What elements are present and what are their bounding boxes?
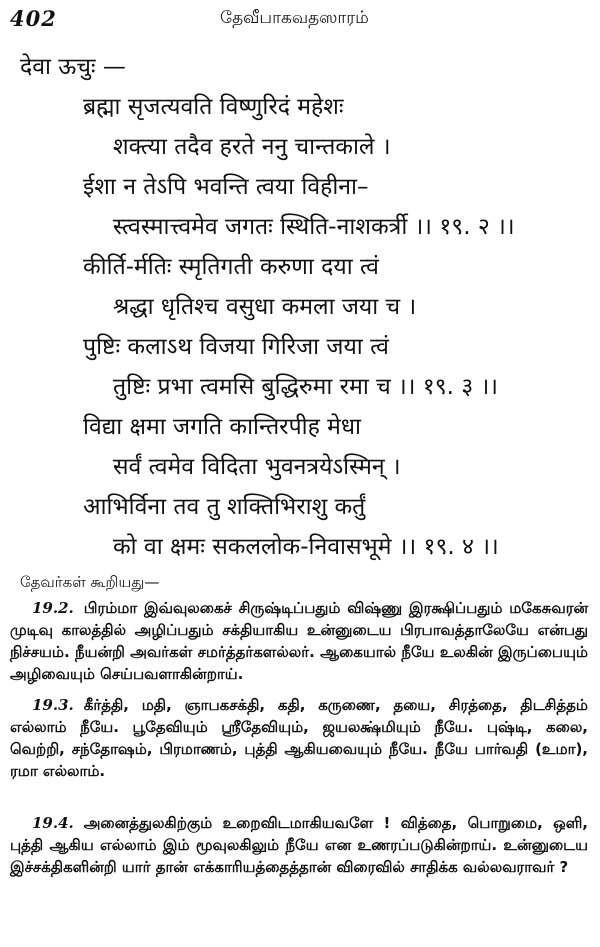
running-title: தேவீபாகவதஸாரம்: [220, 8, 369, 28]
page-header: [0, 0, 600, 40]
verse-line: श्रद्धा धृतिश्च वसुधा कमला जया च ।: [113, 294, 417, 320]
page-number: 402: [10, 6, 57, 31]
translation-heading: தேவர்கள் கூறியது—: [20, 573, 160, 591]
translation-paragraph: [10, 812, 588, 878]
verse-line: पुष्टिः कलाऽथ विजया गिरिजा जया त्वं: [83, 334, 389, 360]
verse-line: सर्वं त्वमेव विदिता भुवनत्रयेऽस्मिन् ।: [113, 454, 401, 480]
verse-line: ईशा न तेऽपि भवन्ति त्वया विहीना–: [83, 174, 369, 200]
verse-line: शक्त्या तदैव हरते ननु चान्तकाले ।: [113, 134, 391, 160]
verse-number: 19.3.: [32, 696, 74, 714]
verse-line: स्त्वस्मात्त्वमेव जगतः स्थिति-नाशकर्त्री ।। १९. २ ।।: [113, 214, 515, 240]
verse-line: विद्या क्षमा जगति कान्तिरपीह मेधा: [83, 414, 361, 440]
verse-line: को वा क्षमः सकललोक-निवासभूमे ।। १९. ४ ।।: [113, 534, 499, 560]
translation-paragraph: [10, 597, 588, 685]
verse-number: 19.4.: [32, 814, 74, 832]
verse-line: ब्रह्मा सृजत्यवति विष्णुरिदं महेशः: [83, 94, 344, 120]
verse-speaker: देवा ऊचुः —: [20, 54, 126, 80]
paragraph-text: கீர்த்தி, மதி, ஞாபகசக்தி, கதி, கருணை, தயை, சிரத்தை, திடசித்தம் எல்லாம் நீயே. பூதேவியும் ஸ்ரீதேவியும், ஜயலக்ஷ்மியும் நீயே. புஷ்டி, கலை, வெற்றி, சந்தோஷம், பிரமாணம், புத்தி ஆகியவையும் நீயே. நீயே பார்வதி (உமா), ரமா எல்லாம்.: [10, 696, 588, 780]
paragraph-text: அனைத்துலகிற்கும் உறைவிடமாகியவளே ! வித்தை, பொறுமை, ஒளி, புத்தி ஆகிய எல்லாம் இம் மூவுலகிலும் நீயே என உணரப்படுகின்றாய். உன்னுடைய இச்சக்திகளின்றி யார் தான் எக்காரியத்தைத்தான் விரைவில் சாதிக்க வல்லவராவர் ?: [10, 814, 588, 876]
paragraph-text: பிரம்மா இவ்வுலகைச் சிருஷ்டிப்பதும் விஷ்ணு இரக்ஷிப்பதும் மகேசுவரன் முடிவு காலத்தில் அழிப்பதும் சக்தியாகிய உன்னுடைய பிரபாவத்தாலேயே என்பது நிச்சயம். நீயன்றி அவர்கள் சமர்த்தர்களல்லர். ஆகையால் நீயே உலகின் இருப்பையும் அழிவையும் செய்பவளாகின்றாய்.: [10, 599, 588, 683]
verse-line: तुष्टिः प्रभा त्वमसि बुद्धिरुमा रमा च ।। १९. ३ ।।: [113, 374, 499, 400]
verse-line: आभिर्विना तव तु शक्तिभिराशु कर्तुं: [83, 494, 366, 520]
verse-number: 19.2.: [32, 599, 74, 617]
verse-line: कीर्ति-र्मतिः स्मृतिगती करुणा दया त्वं: [83, 254, 379, 280]
translation-paragraph: [10, 694, 588, 782]
